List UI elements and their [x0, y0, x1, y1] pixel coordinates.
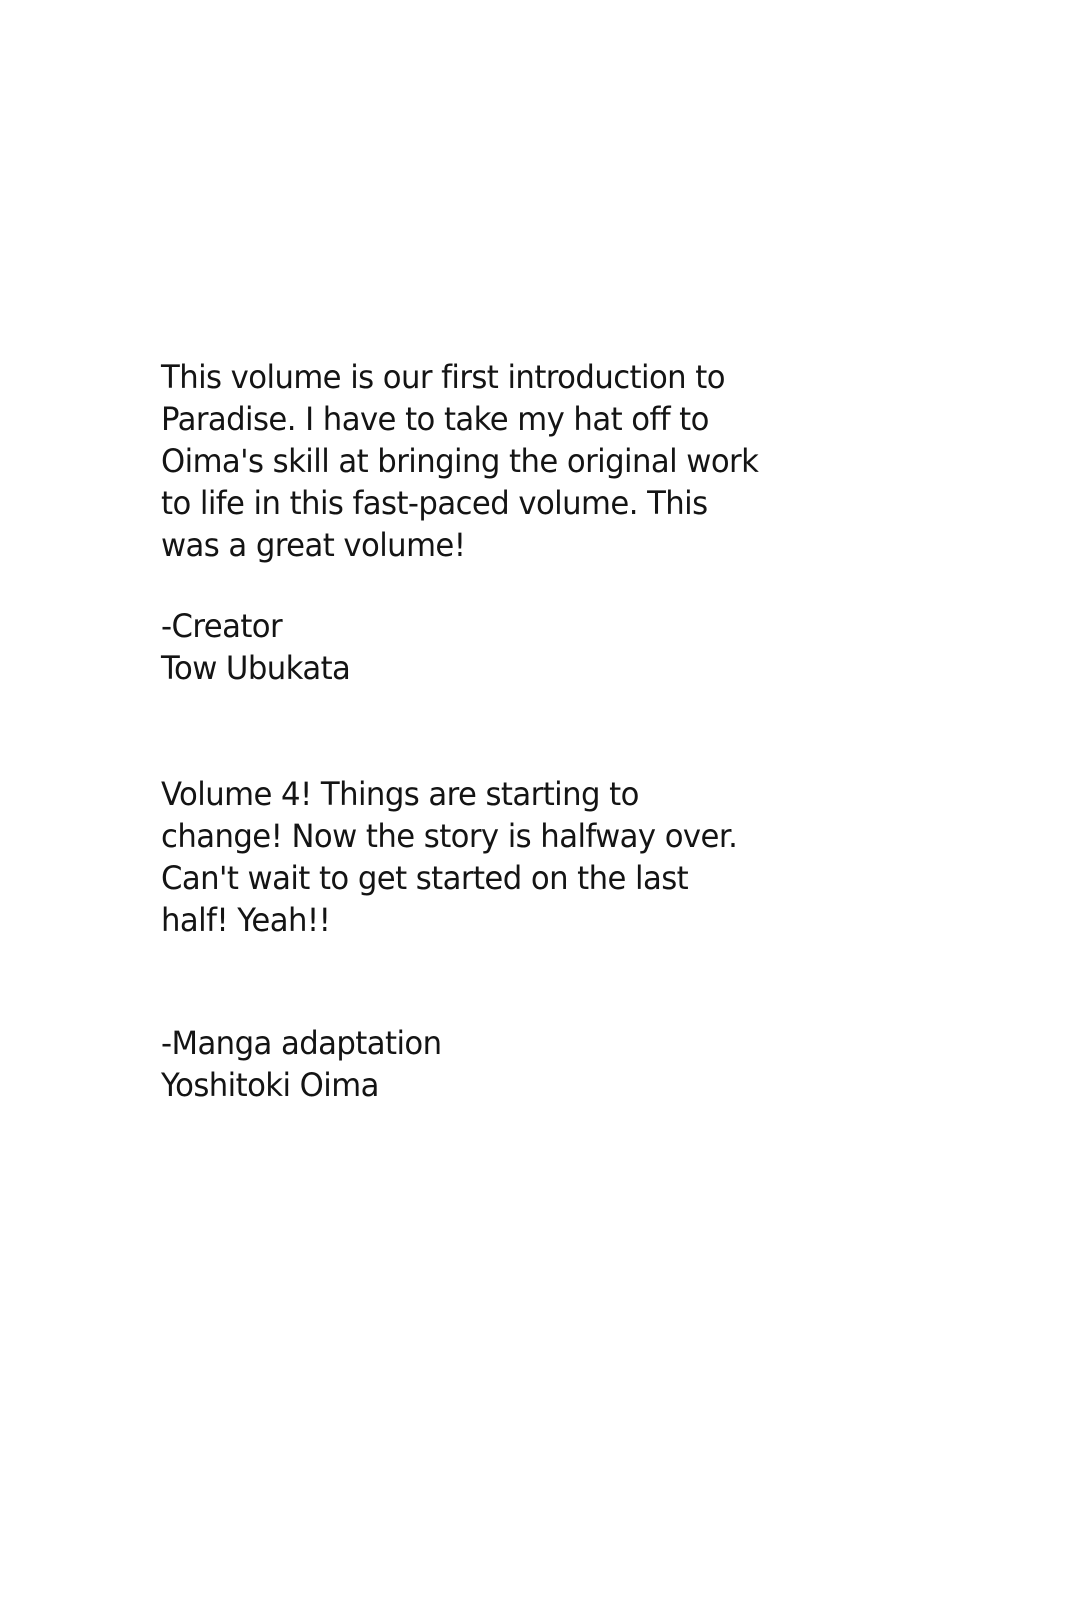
message-line: half! Yeah!! [161, 901, 331, 939]
message-line: was a great volume! [161, 526, 466, 564]
adapter-message [161, 773, 921, 941]
message-line: Paradise. I have to take my hat off to [161, 400, 709, 438]
creator-message [161, 356, 921, 566]
signature-role: -Creator [161, 607, 283, 645]
message-line: Volume 4! Things are starting to [161, 775, 639, 813]
adapter-signature [161, 1022, 921, 1106]
message-line: Can't wait to get started on the last [161, 859, 689, 897]
creator-signature [161, 605, 921, 689]
signature-name: Tow Ubukata [161, 649, 351, 687]
message-line: change! Now the story is halfway over. [161, 817, 738, 855]
message-line: Oima's skill at bringing the original work [161, 442, 759, 480]
message-line: This volume is our first introduction to [161, 358, 725, 396]
message-line: to life in this fast-paced volume. This [161, 484, 708, 522]
signature-role: -Manga adaptation [161, 1024, 442, 1062]
signature-name: Yoshitoki Oima [161, 1066, 379, 1104]
